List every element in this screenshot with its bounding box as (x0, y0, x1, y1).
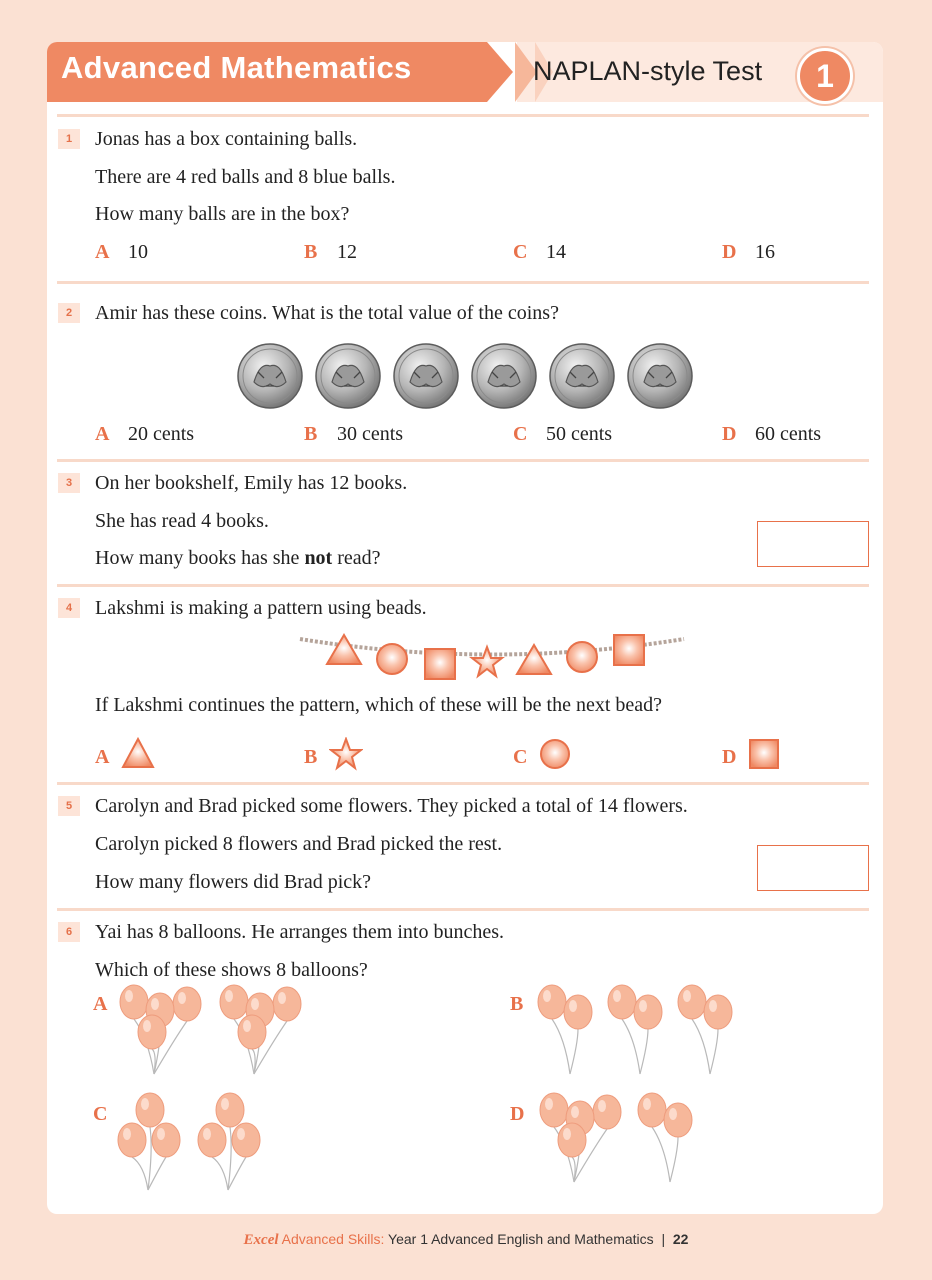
option-a-value[interactable]: 10 (128, 241, 148, 263)
divider (57, 782, 869, 785)
star-bead (472, 647, 502, 676)
question-number: 3 (58, 473, 80, 493)
balloon (118, 1123, 148, 1190)
balloon (538, 985, 570, 1074)
question-number: 2 (58, 303, 80, 323)
balloon-bunch (118, 1093, 180, 1190)
five-cent-coin-icon (394, 344, 458, 408)
option-b-letter[interactable]: B (304, 746, 318, 768)
question-text: Carolyn picked 8 flowers and Brad picked the rest. (95, 833, 503, 855)
question-text: How many flowers did Brad pick? (95, 871, 372, 893)
balloon (678, 985, 710, 1074)
question-text: Which of these shows 8 balloons? (95, 959, 368, 981)
option-c-value[interactable]: 14 (546, 241, 566, 263)
square-bead (425, 649, 455, 679)
balloon (148, 1123, 180, 1190)
test-number-badge: 1 (797, 48, 853, 104)
page-number: 22 (672, 1231, 689, 1247)
divider (57, 459, 869, 462)
bead-pattern-illustration (296, 630, 688, 684)
option-d-letter[interactable]: D (722, 746, 737, 768)
circle-bead-icon[interactable] (538, 737, 572, 771)
option-c-letter[interactable]: C (93, 1103, 108, 1125)
balloons-option-b[interactable] (532, 982, 742, 1082)
option-d-value[interactable]: 60 cents (755, 423, 822, 445)
balloon (638, 1093, 670, 1182)
circle-bead (567, 642, 597, 672)
balloon-bunch (120, 985, 201, 1074)
option-d-letter[interactable]: D (722, 241, 737, 263)
square-bead-icon[interactable] (747, 737, 781, 771)
divider (57, 908, 869, 911)
balloons-option-a[interactable] (112, 982, 312, 1082)
question-text: Yai has 8 balloons. He arranges them into bunches. (95, 921, 505, 943)
banner-chevron (487, 42, 513, 102)
star-bead-icon[interactable] (329, 737, 363, 771)
page-title: Advanced Mathematics (61, 50, 412, 85)
question-number: 4 (58, 598, 80, 618)
option-b-letter[interactable]: B (510, 993, 524, 1015)
question-text: On her bookshelf, Emily has 12 books. (95, 472, 408, 494)
option-a-letter[interactable]: A (95, 241, 110, 263)
five-cent-coin-icon (316, 344, 380, 408)
question-text: How many balls are in the box? (95, 203, 350, 225)
question-text-part: How many books has she (95, 547, 305, 569)
divider (57, 584, 869, 587)
question-text: Lakshmi is making a pattern using beads. (95, 597, 427, 619)
question-text: If Lakshmi continues the pattern, which of these will be the next bead? (95, 694, 663, 716)
emphasis-text: not (304, 547, 333, 569)
question-text: She has read 4 books. (95, 510, 269, 532)
question-number: 1 (58, 129, 80, 149)
five-cent-coin-icon (550, 344, 614, 408)
balloon-bunch (608, 985, 662, 1074)
question-text: Amir has these coins. What is the total value of the coins? (95, 302, 559, 324)
balloon (608, 985, 640, 1074)
option-b-value[interactable]: 30 cents (337, 423, 404, 445)
five-cent-coin-icon (238, 344, 302, 408)
balloon (198, 1123, 228, 1190)
five-cent-coin-icon (472, 344, 536, 408)
option-b-value[interactable]: 12 (337, 241, 357, 263)
triangle-bead (517, 645, 551, 674)
balloon-bunch (678, 985, 732, 1074)
question-text: Jonas has a box containing balls. (95, 128, 358, 150)
option-c-letter[interactable]: C (513, 423, 528, 445)
five-cent-coin-icon (628, 344, 692, 408)
divider (57, 114, 869, 117)
balloons-option-c[interactable] (112, 1090, 312, 1198)
option-c-letter[interactable]: C (513, 241, 528, 263)
option-d-letter[interactable]: D (722, 423, 737, 445)
question-text: There are 4 red balls and 8 blue balls. (95, 166, 396, 188)
option-c-letter[interactable]: C (513, 746, 528, 768)
page-header (47, 42, 883, 102)
coins-illustration (236, 342, 696, 410)
option-a-letter[interactable]: A (93, 993, 108, 1015)
circle-bead (377, 644, 407, 674)
balloons-option-d[interactable] (532, 1090, 732, 1190)
option-d-value[interactable]: 16 (755, 241, 775, 263)
option-b-letter[interactable]: B (304, 423, 318, 445)
footer-series: Advanced Skills: (281, 1231, 385, 1247)
option-a-value[interactable]: 20 cents (128, 423, 195, 445)
test-subtitle: NAPLAN-style Test (533, 56, 763, 86)
question-number: 6 (58, 922, 80, 942)
balloon-bunch (540, 1093, 621, 1182)
option-a-letter[interactable]: A (95, 423, 110, 445)
question-text (95, 546, 381, 570)
answer-input-box[interactable] (757, 521, 869, 567)
footer-separator: | (661, 1231, 666, 1247)
balloon-bunch (538, 985, 592, 1074)
option-c-value[interactable]: 50 cents (546, 423, 613, 445)
question-text: Carolyn and Brad picked some flowers. They picked a total of 14 flowers. (95, 795, 688, 817)
triangle-bead (327, 635, 361, 664)
divider (57, 281, 869, 284)
balloon-bunch (220, 985, 301, 1074)
answer-input-box[interactable] (757, 845, 869, 891)
question-number: 5 (58, 796, 80, 816)
balloon (228, 1123, 260, 1190)
footer-book-title: Year 1 Advanced English and Mathematics (388, 1231, 654, 1247)
option-b-letter[interactable]: B (304, 241, 318, 263)
balloon-bunch (198, 1093, 260, 1190)
question-text-part: read? (332, 547, 381, 569)
footer-brand: Excel (243, 1232, 279, 1248)
page-footer (0, 1231, 932, 1249)
option-d-letter[interactable]: D (510, 1103, 525, 1125)
square-bead (614, 635, 644, 665)
balloon-bunch (638, 1093, 692, 1182)
option-a-letter[interactable]: A (95, 746, 110, 768)
triangle-bead-icon[interactable] (120, 736, 156, 770)
